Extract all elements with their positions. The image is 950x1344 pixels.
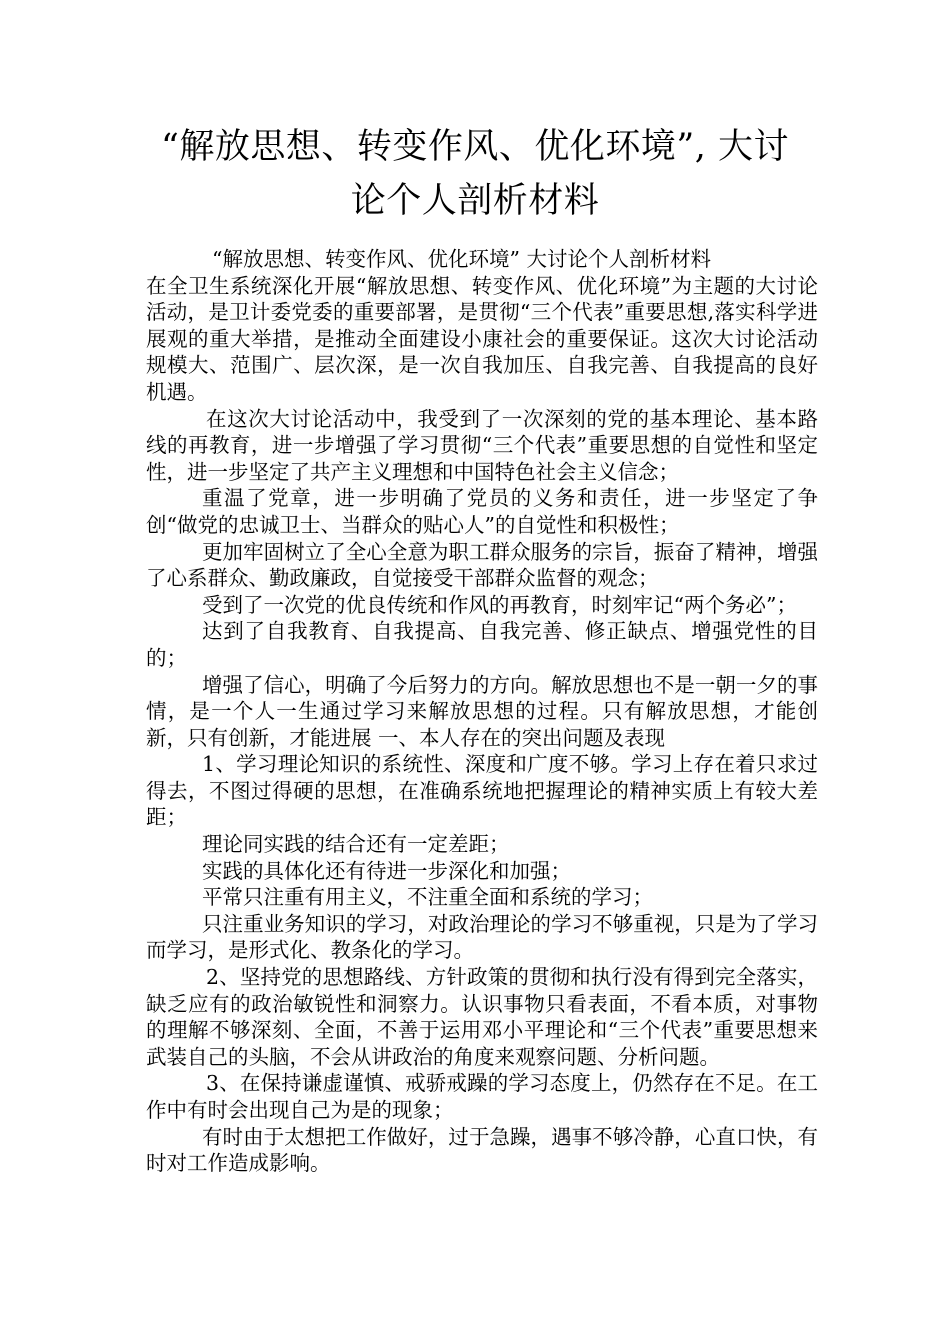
paragraph: 增强了信心，明确了今后努力的方向。解放思想也不是一朝一夕的事情，是一个人一生通过学习来解放思想的过程。只有解放思想，才能创新，只有创新，才能进展 一、本人存在的突出问题及表现	[146, 672, 818, 750]
paragraph: 1、学习理论知识的系统性、深度和广度不够。学习上存在着只求过得去，不图过得硬的思想，在准确系统地把握理论的精神实质上有较大差距；	[146, 752, 818, 830]
paragraph: 2、坚持党的思想路线、方针政策的贯彻和执行没有得到完全落实，缺乏应有的政治敏锐性和洞察力。认识事物只看表面，不看本质，对事物的理解不够深刻、全面，不善于运用邓小平理论和“三个代表”重要思想来武装自己的头脑，不会从讲政治的角度来观察问题、分析问题。	[146, 965, 818, 1069]
paragraph: 受到了一次党的优良传统和作风的再教育，时刻牢记“两个务必”；	[202, 592, 797, 617]
paragraph: 只注重业务知识的学习，对政治理论的学习不够重视，只是为了学习而学习，是形式化、教条化的学习。	[146, 911, 818, 963]
document-title	[120, 120, 830, 228]
paragraph: 理论同实践的结合还有一定差距；	[202, 832, 510, 857]
paragraph: 平常只注重有用主义，不注重全面和系统的学习；	[202, 885, 653, 910]
paragraph: 更加牢固树立了全心全意为职工群众服务的宗旨，振奋了精神，增强了心系群众、勤政廉政，自觉接受干部群众监督的观念；	[146, 539, 818, 591]
paragraph: 3、在保持谦虚谨慎、戒骄戒躁的学习态度上，仍然存在不足。在工作中有时会出现自己为是的现象；	[146, 1071, 818, 1122]
paragraph: 在这次大讨论活动中，我受到了一次深刻的党的基本理论、基本路线的再教育，进一步增强了学习贯彻“三个代表”重要思想的自觉性和坚定性，进一步坚定了共产主义理想和中国特色社会主义信念；	[146, 406, 818, 484]
paragraph: 重温了党章，进一步明确了党员的义务和责任，进一步坚定了争创“做党的忠诚卫士、当群众的贴心人”的自觉性和积极性；	[146, 486, 818, 537]
paragraph-heading: “解放思想、转变作风、优化环境” 大讨论个人剖析材料	[212, 247, 711, 271]
title-line-1: “解放思想、转变作风、优化环境”, 大讨	[160, 127, 790, 167]
paragraph: 实践的具体化还有待进一步深化和加强；	[202, 858, 571, 883]
document-body	[146, 246, 818, 1177]
paragraph: 在全卫生系统深化开展“解放思想、转变作风、优化环境”为主题的大讨论活动，是卫计委党委的重要部署，是贯彻“三个代表”重要思想,落实科学进展观的重大举措，是推动全面建设小康社会的重要保证。这次大讨论活动规模大、范围广、层次深，是一次自我加压、自我完善、自我提高的良好机遇。	[146, 273, 818, 404]
paragraph: 达到了自我教育、自我提高、自我完善、修正缺点、增强党性的目的；	[146, 619, 818, 670]
paragraph: 有时由于太想把工作做好，过于急躁，遇事不够冷静，心直口快，有时对工作造成影响。	[146, 1124, 818, 1176]
title-line-2: 论个人剖析材料	[350, 181, 600, 221]
